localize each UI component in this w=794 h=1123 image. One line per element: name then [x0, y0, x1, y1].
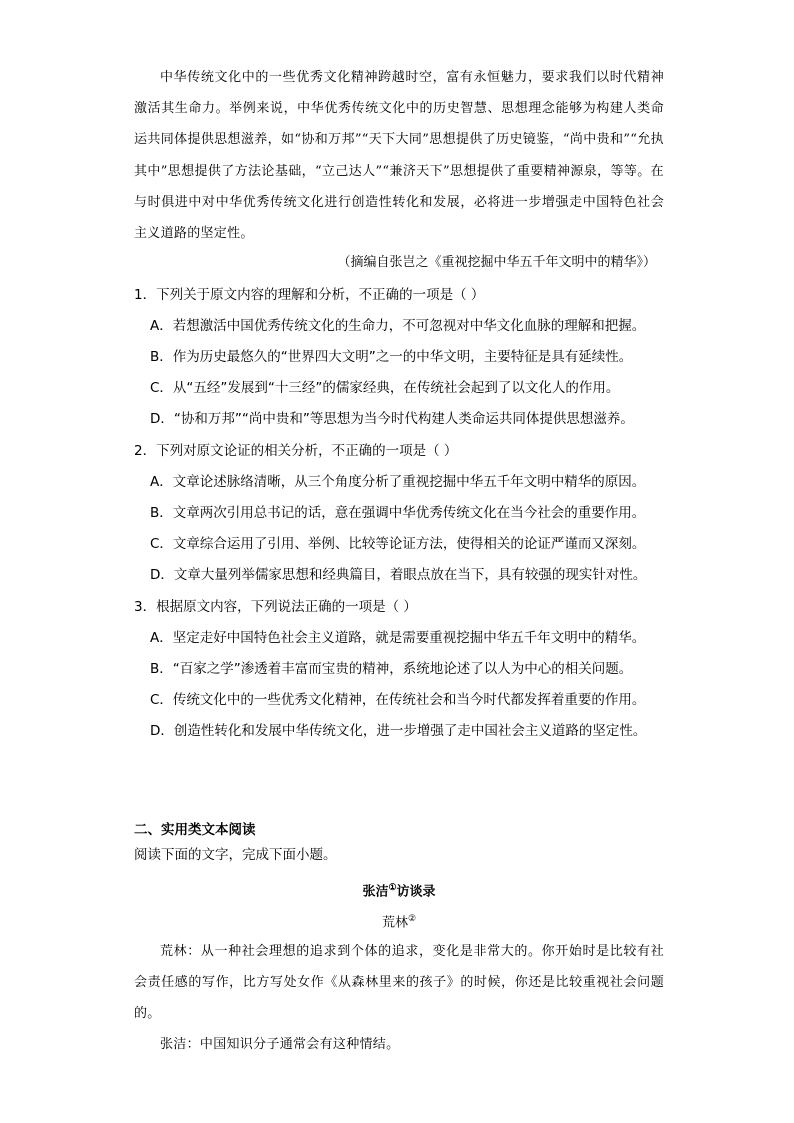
article-author — [134, 909, 664, 933]
question-3-stem: 3．根据原文内容，下列说法正确的一项是（ ） — [134, 599, 417, 615]
section-instruction: 阅读下面的文字，完成下面小题。 — [134, 847, 337, 863]
article-author-name: 荒林 — [381, 915, 408, 931]
article-title-footnote-mark: ① — [388, 883, 397, 893]
question-2-stem: 2．下列对原文论证的相关分析，不正确的一项是（ ） — [134, 443, 458, 459]
question-3-option-a: A．坚定走好中国特色社会主义道路，就是需要重视挖掘中华五千年文明中的精华。 — [150, 630, 646, 646]
article-title-suffix: 访谈录 — [396, 884, 436, 900]
question-1-stem: 1．下列关于原文内容的理解和分析，不正确的一项是（ ） — [134, 287, 485, 303]
article-title-name: 张洁 — [362, 884, 389, 900]
article-author-footnote-mark: ② — [407, 914, 417, 924]
dialogue-paragraph-1: 荒林：从一种社会理想的追求到个体的追求，变化是非常大的。你开始时是比较有社会责任感的写作，比方写处女作《从森林里来的孩子》的时候，你还是比较重视社会问题的。 — [134, 944, 664, 1022]
dialogue-paragraph-2: 张洁：中国知识分子通常会有这种情结。 — [160, 1037, 400, 1052]
question-3-option-c: C．传统文化中的一些优秀文化精神，在传统社会和当今时代都发挥着重要的作用。 — [150, 692, 646, 708]
question-2-option-b: B．文章两次引用总书记的话，意在强调中华优秀传统文化在当今社会的重要作用。 — [150, 505, 646, 521]
question-1-option-d: D．“协和万邦”“尚中贵和”等思想为当今时代构建人类命运共同体提供思想滋养。 — [150, 411, 634, 427]
question-1-option-c: C．从“五经”发展到“十三经”的儒家经典，在传统社会起到了以文化人的作用。 — [150, 380, 620, 396]
passage-paragraph: 中华传统文化中的一些优秀文化精神跨越时空，富有永恒魅力，要求我们以时代精神激活其生命力。举例来说，中华优秀传统文化中的历史智慧、思想理念能够为构建人类命运共同体提供思想滋养，如“协和万邦”“天下大同”思想提供了历史镜鉴，“尚中贵和”“允执其中”思想提供了方法论基础，“立己达人”“兼济天下”思想提供了重要精神源泉，等等。在与时俱进中对中华优秀传统文化进行创造性转化和发展，必将进一步增强走中国特色社会主义道路的坚定性。 — [134, 70, 664, 242]
question-1-option-a: A．若想激活中国优秀传统文化的生命力，不可忽视对中华文化血脉的理解和把握。 — [150, 318, 646, 334]
section-heading: 二、实用类文本阅读 — [134, 822, 256, 838]
question-2-option-c: C．文章综合运用了引用、举例、比较等论证方法，使得相关的论证严谨而又深刻。 — [150, 536, 646, 552]
passage-source: （摘编自张岂之《重视挖掘中华五千年文明中的精华》） — [337, 255, 656, 270]
question-2-option-d: D．文章大量列举儒家思想和经典篇目，着眼点放在当下，具有较强的现实针对性。 — [150, 567, 647, 583]
question-1-option-b: B．作为历史最悠久的“世界四大文明”之一的中华文明，主要特征是具有延续性。 — [150, 349, 633, 365]
article-title — [134, 878, 664, 902]
question-2-option-a: A．文章论述脉络清晰，从三个角度分析了重视挖掘中华五千年文明中精华的原因。 — [150, 474, 646, 490]
question-3-option-b: B．“百家之学”渗透着丰富而宝贵的精神，系统地论述了以人为中心的相关问题。 — [150, 661, 633, 677]
question-3-option-d: D．创造性转化和发展中华传统文化，进一步增强了走中国社会主义道路的坚定性。 — [150, 723, 647, 739]
